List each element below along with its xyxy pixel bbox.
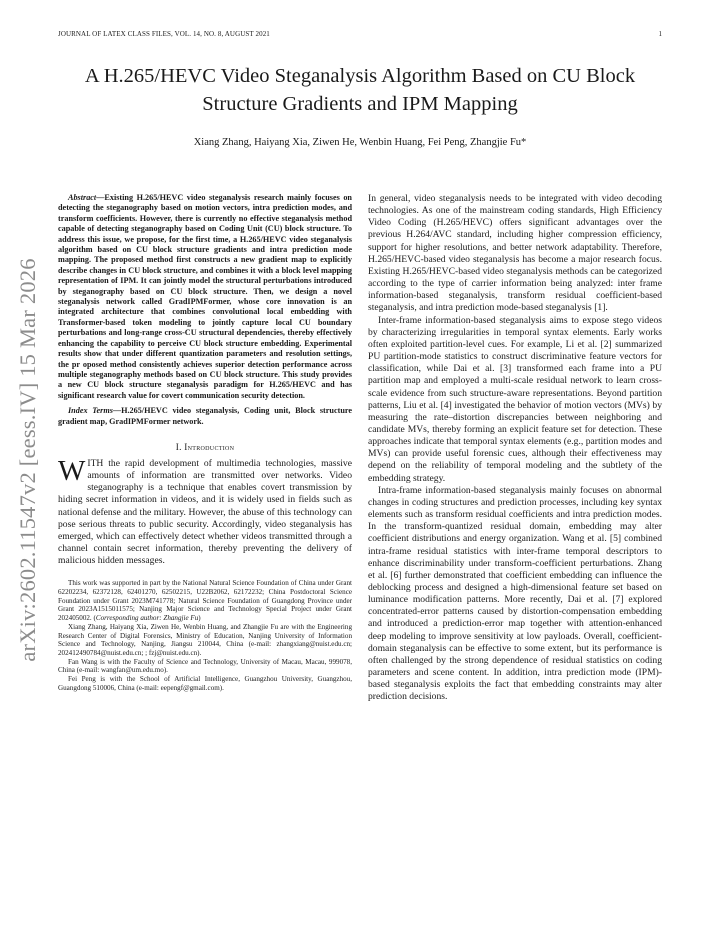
title-line-2: Structure Gradients and IPM Mapping — [202, 93, 518, 115]
citation-5[interactable]: [5] — [609, 533, 622, 545]
affiliation-footnote-2: Fan Wang is with the Faculty of Science and Technology, University of Macau, Macau, 999078, China (e-mail: wangfan@um.edu.mo). — [58, 657, 352, 675]
section-number: I. — [175, 441, 182, 452]
index-terms-text: —H.265/HEVC video steganalysis, Coding unit, Block structure gradient map, GradIPMFormer network. — [58, 406, 352, 426]
paragraph-inter-frame: Inter-frame information-based steganalysis aims to expose stego videos by characterizing irregularities in temporal syntax elements. Early works often exploited partition-level cues. For example, Li et al. [2] summarized PU partition-mode statistics to construct discriminative feature vectors for classification, while Dai et al. [3] transformed each frame into a PU partition map and employed a multi-scale residual network to learn cross-scale evidence from such structure-aware representations. Beyond partition patterns, Liu et al. [4] investigated the behavior of motion vectors (MVs) by measuring the rate–distortion discrepancies between neighboring and candidate MVs, thereby forming an explicit feature set for detection. These approaches indicate that temporal syntax elements (e.g., partition modes and MVs) can provide useful forensic cues, although their effectiveness may depend on the reliability of temporal modeling and the subtlety of the embedding strategy. — [368, 314, 662, 484]
citation-6[interactable]: [6] — [390, 569, 402, 581]
affiliation-footnote-1: Xiang Zhang, Haiyang Xia, Ziwen He, Wenbin Huang, and Zhangjie Fu are with the Engineering Research Center of Digital Forensics, Ministry of Education, Nanjing University of Information Science and Technology, Nanjing, Jiangsu 210044, China (e-mail: zhangxiang@nuist.edu.cn; 202412490784@nuist.edu.cn; ; fzj@nuist.edu.cn). — [58, 622, 352, 657]
section-heading-introduction — [58, 442, 352, 452]
author-list: Xiang Zhang, Haiyang Xia, Ziwen He, Wenbin Huang, Fei Peng, Zhangjie Fu* — [193, 137, 527, 148]
running-header: JOURNAL OF LATEX CLASS FILES, VOL. 14, NO. 8, AUGUST 2021 — [58, 30, 270, 38]
footnotes — [58, 579, 352, 692]
paragraph-hevc-overview: In general, video steganalysis needs to be integrated with video decoding technologies. As one of the mainstream coding standards, High Efficiency Video Coding (H.265/HEVC) offers significant advantages over the previous H.264/AVC standard, including higher compression efficiency, support for higher resolutions, and better network adaptability. Therefore, H.265/HEVC-based video steganalysis has become a major research focus. Existing H.265/HEVC-based video steganalysis methods can be categorized according to the type of carrier information being analyzed: inter frame information-based steganalysis, transform residual coefficient-based steganalysis, and intra prediction mode-based steganalysis [1]. — [368, 193, 662, 314]
left-column — [58, 193, 352, 692]
abstract — [58, 193, 352, 401]
intro-paragraph — [58, 454, 352, 567]
intro-text: the rapid development of multimedia technologies, massive amounts of information are transmitted over networks. Video steganography is a technique that enables covert transmission by hiding secret information in videos, and it is widely used in fields such as national defense and the military. However, the abuse of this technology can pose serious threats to public security. Accordingly, video steganalysis has emerged, which can effectively detect whether videos transmitted through a channel contain secret information, thereby preventing the delivery of malicious hidden messages. — [58, 457, 352, 567]
drop-cap: W — [58, 454, 86, 487]
citation-7[interactable]: [7] — [612, 594, 624, 606]
paragraph-intra-frame: Intra-frame information-based steganalysis mainly focuses on abnormal changes in coding structures and prediction processes, including key syntax elements such as transform residual coefficients and intra prediction modes. In the transform-quantized residual domain, embedding may alter coefficient distributions and energy organization. Wang et al. [5] combined intra-frame residual statistics with inter-frame temporal descriptors to enhance discriminability under transform-coefficient perturbations. Zhang et al. [6] further demonstrated that coefficient embedding can influence the deblocking process and designed a high-dimensional feature set based on luminance modification patterns. More recently, Dai et al. [7] explored concentrated-error patterns caused by distortion-compensation embedding and introduced a prediction-error map together with attention-enhanced deep modeling to improve sensitivity at low payloads. Overall, coefficient-domain steganalysis can be effective to some extent, but its performance is often challenged by the strong dependence of residual statistics on coding parameters and scene content. In addition, intra prediction mode (IPM)-based steganalysis exploits the fact that embedding constraints may alter prediction decisions. — [368, 484, 663, 703]
paper-title — [40, 62, 680, 118]
citation-4[interactable]: [4] — [440, 399, 452, 411]
abstract-label: Abstract — [68, 193, 97, 202]
arxiv-stamp — [5, 240, 51, 680]
citation-3[interactable]: [3] — [500, 363, 512, 375]
funding-footnote: This work was supported in part by the National Natural Science Foundation of China under Grant 62202234, 62372128, 62401270, 62502215, U22B2062, 62172232; China Postdoctoral Science Foundation under Grant 2023M741778; Natural Science Foundation of Guangdong Province under Grant 2023A1515011575; Nanjing Major Science and Technology Special Project under Grant 202405002. (Corresponding author: Zhangjie Fu) — [58, 579, 352, 623]
page-number: 1 — [658, 30, 662, 38]
index-terms-label: Index Terms — [68, 406, 113, 416]
title-line-1: A H.265/HEVC Video Steganalysis Algorithm Based on CU Block — [84, 65, 636, 87]
corresponding-author: Corresponding author: Zhangjie Fu — [95, 614, 199, 623]
index-terms — [58, 406, 352, 427]
arxiv-id[interactable]: arXiv:2602.11547v2 [eess.IV] 15 Mar 2026 — [15, 258, 40, 662]
right-column — [368, 193, 662, 704]
section-title: Introduction — [184, 441, 235, 452]
citation-1[interactable]: [1] — [594, 302, 606, 314]
affiliation-footnote-3: Fei Peng is with the School of Artificial Intelligence, Guangzhou University, Guangzhou, Guangdong 510006, China (e-mail: eepengf@gmail.com). — [58, 675, 352, 692]
citation-2[interactable]: [2] — [600, 338, 612, 350]
intro-lead-word: ITH — [87, 457, 104, 469]
abstract-text: —Existing H.265/HEVC video steganalysis research mainly focuses on detecting the steganography based on motion vectors, intra prediction modes, and transform coefficients. However, there is currently no effective steganalysis method capable of detecting steganography based on Coding Unit (CU) block structure. To address this issue, we propose, for the first time, a H.265/HEVC video steganalysis algorithm based on CU block structure gradients and intra prediction mode mapping. The proposed method first constructs a new gradient map to explicitly describe changes in CU block structure, and combines it with a block level mapping representation of IPM. It can jointly model the structural perturbations introduced by steganography based on CU block structure. Then, we design a novel steganalysis network called GradIPMFormer, whose core innovation is an integrated architecture that combines convolutional local embedding with Transformer-based token modeling to jointly capture local CU boundary perturbations and long-range cross-CU structural dependencies, thereby effectively enhancing the capability to perceive CU block structure embedding. Experimental results show that under different quantization parameters and resolution settings, the pr oposed method consistently achieves superior detection performance across multiple steganography methods based on CU block structure. This study provides a new CU block structure steganalysis paradigm for H.265/HEVC and has significant research value for covert communication security detection. — [58, 193, 352, 400]
